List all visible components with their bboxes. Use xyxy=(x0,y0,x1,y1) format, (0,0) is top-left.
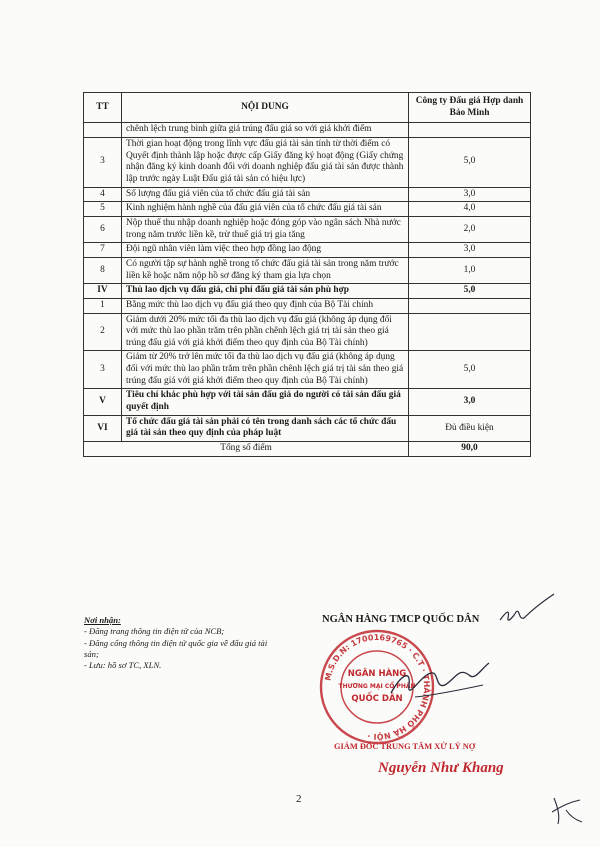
row-score: Đủ điều kiện xyxy=(409,415,531,441)
page-number: 2 xyxy=(296,793,302,805)
table-row xyxy=(84,243,531,258)
director-signature xyxy=(385,645,495,715)
table-row-section xyxy=(84,415,531,441)
row-tt: 2 xyxy=(84,313,122,351)
row-content: Bằng mức thù lao dịch vụ đấu giá theo quy định của Bộ Tài chính xyxy=(122,298,409,313)
row-tt: 3 xyxy=(84,351,122,389)
row-score: 4,0 xyxy=(409,202,531,217)
bank-name: NGÂN HÀNG TMCP QUỐC DÂN xyxy=(322,614,480,625)
recipient-item: - Đăng cổng thông tin điện tử quốc gia về đấu giá tài sản; xyxy=(84,637,268,660)
table-row-section xyxy=(84,389,531,415)
row-score: 1,0 xyxy=(409,257,531,283)
recipient-item: - Lưu: hồ sơ TC, XLN. xyxy=(84,660,162,671)
row-content: Có người tập sự hành nghề trong tổ chức đấu giá tài sản trong năm trước liền kề hoặc năm nộp hồ sơ đăng ký tham gia lựa chọn xyxy=(122,257,409,283)
initial-signature-mark xyxy=(498,590,558,630)
row-score: 5,0 xyxy=(409,351,531,389)
row-content: Đội ngũ nhân viên làm việc theo hợp đồng lao động xyxy=(122,243,409,258)
svg-text:THƯƠNG MẠI CỔ PHẦN: THƯƠNG MẠI CỔ PHẦN xyxy=(338,683,416,690)
row-tt: V xyxy=(84,389,122,415)
corner-initials-mark xyxy=(548,790,588,830)
row-tt: IV xyxy=(84,284,122,299)
recipients-heading: Nơi nhận: xyxy=(84,615,121,625)
recipient-item: - Đăng trang thông tin điện tử của NCB; xyxy=(84,626,225,637)
svg-text:M.S.D.N: 1700169765 · C.T · TH: M.S.D.N: 1700169765 · C.T · THÀNH PHỐ HÀ NỘI · xyxy=(323,632,432,742)
table-row-section xyxy=(84,284,531,299)
table-row xyxy=(84,351,531,389)
recipients-block xyxy=(84,615,284,672)
row-content: Tiêu chí khác phù hợp với tài sản đấu giá do người có tài sản đấu giá quyết định xyxy=(122,389,409,415)
row-content: chênh lệch trung bình giữa giá trúng đấu giá so với giá khởi điểm xyxy=(122,123,409,138)
table-row xyxy=(84,137,531,187)
row-score xyxy=(409,123,531,138)
row-tt: 7 xyxy=(84,243,122,258)
table-row xyxy=(84,216,531,242)
row-tt: 3 xyxy=(84,137,122,187)
row-tt: 8 xyxy=(84,257,122,283)
row-score: 3,0 xyxy=(409,389,531,415)
signatory-role: GIÁM ĐỐC TRUNG TÂM XỬ LÝ NỢ xyxy=(334,742,476,751)
table-row xyxy=(84,187,531,202)
row-tt: 5 xyxy=(84,202,122,217)
row-content: Tổ chức đấu giá tài sản phải có tên trong danh sách các tổ chức đấu giá tài sản theo quy định của pháp luật xyxy=(122,415,409,441)
table-row xyxy=(84,298,531,313)
row-score: 2,0 xyxy=(409,216,531,242)
total-label: Tổng số điểm xyxy=(84,442,409,457)
row-content: Nộp thuế thu nhập doanh nghiệp hoặc đóng góp vào ngân sách Nhà nước trong năm trước liền kề, trừ thuế giá trị gia tăng xyxy=(122,216,409,242)
row-content: Giảm dưới 20% mức tối đa thù lao dịch vụ đấu giá (không áp dụng đối với mức thù lao phần trăm trên phần chênh lệch giá trị tài sản theo giá trúng đấu giá với giá khởi điểm theo quy định của Bộ Tài chính) xyxy=(122,313,409,351)
svg-text:NGÂN HÀNG: NGÂN HÀNG xyxy=(347,669,407,679)
table-row xyxy=(84,202,531,217)
header-content: NỘI DUNG xyxy=(122,93,409,123)
header-tt: TT xyxy=(84,93,122,123)
row-content: Số lượng đấu giá viên của tổ chức đấu giá tài sản xyxy=(122,187,409,202)
table-header-row xyxy=(84,93,531,123)
row-content: Giảm từ 20% trở lên mức tối đa thù lao dịch vụ đấu giá (không áp dụng đối với mức thù lao phần trăm trên phần chênh lệch giá trị tài sản theo giá trúng đấu giá với giá khởi điểm theo quy định của Bộ Tài chính) xyxy=(122,351,409,389)
row-score xyxy=(409,298,531,313)
row-content: Kinh nghiệm hành nghề của đấu giá viên của tổ chức đấu giá tài sản xyxy=(122,202,409,217)
row-score: 5,0 xyxy=(409,284,531,299)
row-content: Thù lao dịch vụ đấu giá, chi phí đấu giá tài sản phù hợp xyxy=(122,284,409,299)
table-row xyxy=(84,123,531,138)
row-content: Thời gian hoạt động trong lĩnh vực đấu giá tài sản tính từ thời điểm có Quyết định thành lập hoặc được cấp Giấy đăng ký hoạt động (Giấy chứng nhận đăng ký kinh doanh đối với doanh nghiệp đấu giá tài sản được thành lập trước ngày Luật Đấu giá tài sản có hiệu lực) xyxy=(122,137,409,187)
total-score: 90,0 xyxy=(409,442,531,457)
row-score: 3,0 xyxy=(409,187,531,202)
svg-text:QUỐC DÂN: QUỐC DÂN xyxy=(351,694,403,704)
row-tt: 1 xyxy=(84,298,122,313)
header-company: Công ty Đấu giá Hợp danh Bảo Minh xyxy=(409,93,531,123)
row-score: 3,0 xyxy=(409,243,531,258)
table-row xyxy=(84,313,531,351)
row-tt: 4 xyxy=(84,187,122,202)
signatory-name: Nguyễn Như Khang xyxy=(378,760,504,776)
row-tt xyxy=(84,123,122,138)
table-total-row xyxy=(84,442,531,457)
row-tt: 6 xyxy=(84,216,122,242)
row-tt: VI xyxy=(84,415,122,441)
evaluation-table xyxy=(83,92,531,457)
table-row xyxy=(84,257,531,283)
row-score: 5,0 xyxy=(409,137,531,187)
row-score xyxy=(409,313,531,351)
